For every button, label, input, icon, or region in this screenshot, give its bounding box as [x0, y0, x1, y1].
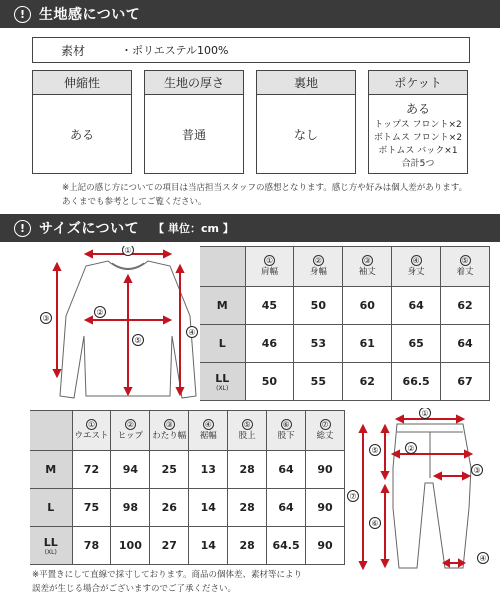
table-cell: 25 [150, 451, 189, 489]
thickness-card [144, 70, 244, 174]
table-cell: 64 [267, 451, 306, 489]
diagram-label-1: ① [124, 246, 132, 255]
fabric-note [62, 181, 467, 209]
tops-size-table [200, 246, 490, 401]
size-section-header [0, 214, 500, 242]
bottoms-diagram [345, 408, 495, 578]
table-cell: 26 [150, 489, 189, 527]
table-corner [200, 247, 245, 287]
size-label-cell: LL (XL) [30, 527, 72, 565]
size-note-line: 誤差が生じる場合がございますのでご了承ください。 [32, 584, 237, 594]
pocket-detail-line: 合計5つ [401, 159, 435, 169]
table-row [200, 287, 490, 325]
size-label-cell: M [200, 287, 245, 325]
table-cell: 64 [392, 287, 441, 325]
table-row [30, 489, 345, 527]
table-cell: 50 [294, 287, 343, 325]
table-cell: 55 [294, 363, 343, 401]
pocket-label: ポケット [369, 71, 467, 95]
diagram-label-4: ④ [479, 554, 487, 563]
table-header-cell: ⑤ 股上 [228, 411, 267, 451]
table-header-cell: ② ヒップ [111, 411, 150, 451]
diagram-label-4: ④ [188, 328, 196, 337]
fabric-note-line: ※上記の感じ方についての項目は当店担当スタッフの感想となります。感じ方や好みは個人差があります。 [62, 183, 468, 193]
table-cell: 61 [343, 325, 392, 363]
table-cell: 27 [150, 527, 189, 565]
table-cell: 62 [343, 363, 392, 401]
bottoms-size-table [30, 410, 345, 565]
pants-outline [393, 424, 471, 568]
pocket-value: ある [405, 102, 430, 116]
exclamation-icon: ! [14, 6, 31, 23]
diagram-label-1: ① [421, 409, 429, 418]
table-cell: 66.5 [392, 363, 441, 401]
table-cell: 90 [306, 489, 345, 527]
lining-value: なし [293, 127, 318, 142]
table-cell: 14 [189, 527, 228, 565]
size-section-title: サイズについて [39, 221, 140, 237]
table-cell: 94 [111, 451, 150, 489]
size-label-cell: M [30, 451, 72, 489]
stretch-value: ある [69, 127, 94, 142]
table-cell: 90 [306, 527, 345, 565]
diagram-label-2: ② [96, 308, 104, 317]
thickness-label: 生地の厚さ [145, 71, 243, 95]
diagram-label-6: ⑥ [371, 519, 379, 528]
stretch-card [32, 70, 132, 174]
table-header-cell: ⑥ 股下 [267, 411, 306, 451]
pocket-detail-line: ボトムス フロント×2 [373, 133, 463, 143]
table-cell: 67 [441, 363, 490, 401]
pocket-detail-line: ボトムス バック×1 [378, 146, 458, 156]
table-cell: 78 [72, 527, 111, 565]
table-cell: 75 [72, 489, 111, 527]
table-row [200, 325, 490, 363]
table-header-row [30, 411, 345, 451]
table-row [30, 527, 345, 565]
diagram-label-3: ③ [473, 466, 481, 475]
table-cell: 90 [306, 451, 345, 489]
table-cell: 72 [72, 451, 111, 489]
material-label: 素材 [60, 43, 85, 58]
table-cell: 64.5 [267, 527, 306, 565]
table-cell: 62 [441, 287, 490, 325]
diagram-label-7: ⑦ [349, 492, 357, 501]
table-header-cell: ④ 裾幅 [189, 411, 228, 451]
fabric-section-title: 生地感について [39, 7, 141, 23]
table-header-cell: ② 身幅 [294, 247, 343, 287]
table-header-row [200, 247, 490, 287]
fabric-note-line: あくまでも参考としてご覧ください。 [62, 197, 207, 207]
table-row [30, 451, 345, 489]
table-cell: 98 [111, 489, 150, 527]
table-cell: 28 [228, 527, 267, 565]
table-header-cell: ① ウエスト [72, 411, 111, 451]
diagram-label-2: ② [407, 444, 415, 453]
table-cell: 65 [392, 325, 441, 363]
size-label-cell: LL (XL) [200, 363, 245, 401]
table-cell: 60 [343, 287, 392, 325]
diagram-label-5: ⑤ [371, 446, 379, 455]
table-cell: 50 [245, 363, 294, 401]
table-cell: 64 [441, 325, 490, 363]
table-cell: 100 [111, 527, 150, 565]
table-cell: 53 [294, 325, 343, 363]
pocket-body [369, 95, 467, 173]
pocket-detail-line: トップス フロント×2 [374, 120, 462, 130]
table-header-cell: ① 肩幅 [245, 247, 294, 287]
size-unit: 【 単位：cm 】 [153, 222, 234, 235]
table-cell: 64 [267, 489, 306, 527]
table-cell: 28 [228, 451, 267, 489]
lining-card [256, 70, 356, 174]
fabric-section-header [0, 0, 500, 28]
table-header-cell: ③ 袖丈 [343, 247, 392, 287]
material-row [32, 37, 470, 63]
pocket-card [368, 70, 468, 174]
diagram-label-5: ⑤ [134, 336, 142, 345]
lining-label: 裏地 [257, 71, 355, 95]
thickness-value: 普通 [181, 127, 206, 142]
stretch-label: 伸縮性 [33, 71, 131, 95]
table-header-cell: ⑦ 総丈 [306, 411, 345, 451]
table-cell: 13 [189, 451, 228, 489]
table-cell: 14 [189, 489, 228, 527]
table-cell: 45 [245, 287, 294, 325]
table-corner [30, 411, 72, 451]
table-header-cell: ③ わたり幅 [150, 411, 189, 451]
exclamation-icon: ! [14, 220, 31, 237]
tops-diagram [30, 246, 200, 406]
table-header-cell: ④ 身丈 [392, 247, 441, 287]
size-note [32, 568, 302, 596]
size-label-cell: L [200, 325, 245, 363]
diagram-label-3: ③ [42, 314, 50, 323]
table-cell: 28 [228, 489, 267, 527]
table-header-cell: ⑤ 着丈 [441, 247, 490, 287]
material-value: ・ポリエステル100% [121, 44, 229, 57]
size-label-cell: L [30, 489, 72, 527]
table-cell: 46 [245, 325, 294, 363]
size-note-line: ※平置きにして直線で採寸しております。商品の個体差、素材等により [32, 570, 302, 580]
table-row [200, 363, 490, 401]
